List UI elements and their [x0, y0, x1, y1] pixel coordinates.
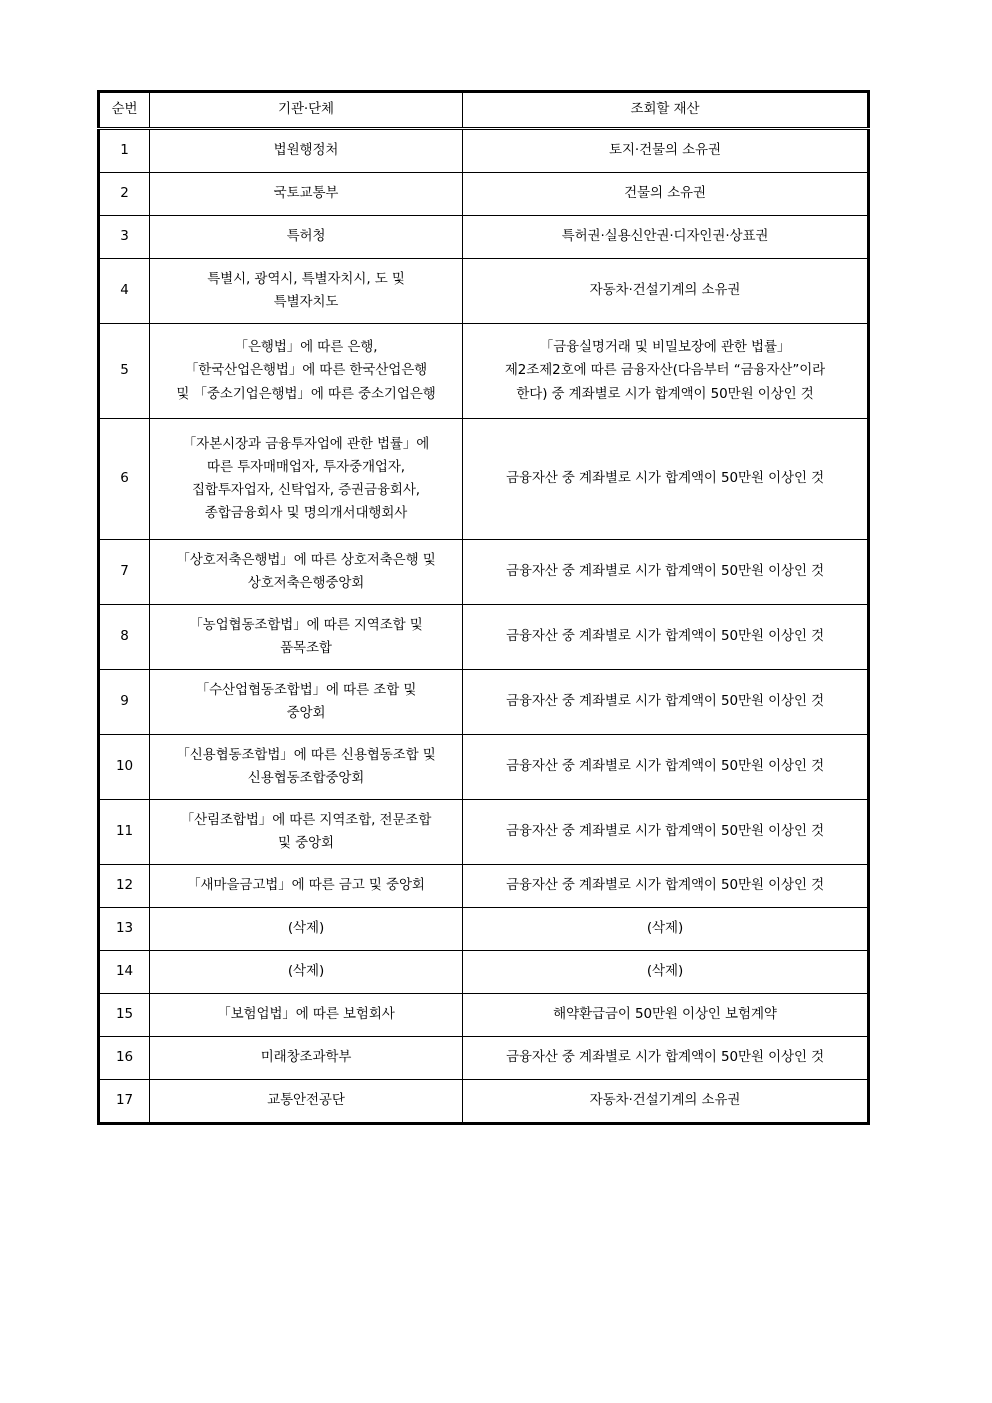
cell-asset: [463, 129, 869, 173]
cell-organization: [150, 1037, 463, 1080]
cell-row-number: 13: [99, 908, 150, 951]
cell-organization-line: 집합투자업자, 신탁업자, 증권금융회사,: [191, 482, 420, 498]
cell-asset: [463, 173, 869, 216]
table-body: [99, 129, 869, 1124]
table-row: [99, 324, 869, 419]
cell-asset-line: 토지·건물의 소유권: [609, 142, 721, 159]
cell-organization-line: 품목조합: [280, 640, 332, 656]
cell-asset: [463, 908, 869, 951]
cell-organization: [150, 540, 463, 605]
cell-organization: [150, 735, 463, 800]
cell-asset: [463, 419, 869, 540]
cell-asset-line: (삭제): [646, 963, 684, 980]
cell-organization-line: 및 중앙회: [278, 835, 334, 851]
cell-organization-line: 국토교통부: [273, 185, 339, 202]
cell-organization: [150, 419, 463, 540]
table-row: [99, 994, 869, 1037]
cell-organization: [150, 605, 463, 670]
cell-organization-line: 「새마을금고법」에 따른 금고 및 중앙회: [187, 877, 425, 894]
cell-organization-line: (삭제): [287, 963, 325, 980]
cell-asset-line: 「금융실명거래 및 비밀보장에 관한 법률」: [539, 339, 791, 356]
cell-asset-line: 자동차·건설기계의 소유권: [589, 282, 741, 299]
column-header-organization: 기관·단체: [150, 92, 463, 129]
cell-organization: [150, 173, 463, 216]
cell-organization-line: (삭제): [287, 920, 325, 937]
table-row: [99, 1037, 869, 1080]
cell-asset: [463, 1080, 869, 1124]
table-row: [99, 259, 869, 324]
cell-row-number: 14: [99, 951, 150, 994]
cell-asset-line: 건물의 소유권: [624, 185, 706, 202]
table-row: [99, 1080, 869, 1124]
cell-organization: [150, 1080, 463, 1124]
cell-organization-line: 특별시, 광역시, 특별자치시, 도 및: [207, 270, 405, 287]
cell-organization: [150, 216, 463, 259]
cell-organization-line: 상호저축은행중앙회: [247, 575, 365, 591]
column-header-no: 순번: [99, 92, 150, 129]
table-row: [99, 951, 869, 994]
cell-organization-line: 「농업협동조합법」에 따른 지역조합 및: [189, 616, 423, 633]
table-row: [99, 908, 869, 951]
cell-row-number: 7: [99, 540, 150, 605]
cell-organization-line: 「신용협동조합법」에 따른 신용협동조합 및: [176, 746, 436, 763]
cell-organization-line: 「보험업법」에 따른 보험회사: [217, 1006, 395, 1023]
cell-row-number: 6: [99, 419, 150, 540]
cell-row-number: 5: [99, 324, 150, 419]
cell-asset: [463, 865, 869, 908]
cell-asset-line: 제2조제2호에 따른 금융자산(다음부터 “금융자산”이라: [504, 362, 826, 379]
cell-asset: [463, 216, 869, 259]
cell-organization: [150, 951, 463, 994]
asset-inquiry-table: [97, 90, 870, 1125]
cell-organization-line: 중앙회: [286, 705, 326, 721]
cell-row-number: 3: [99, 216, 150, 259]
cell-organization-line: 「산림조합법」에 따른 지역조합, 전문조합: [180, 811, 432, 828]
cell-asset: [463, 1037, 869, 1080]
cell-asset: [463, 735, 869, 800]
cell-asset-line: 금융자산 중 계좌별로 시가 합계액이 50만원 이상인 것: [505, 693, 825, 710]
table-row: [99, 605, 869, 670]
cell-row-number: 12: [99, 865, 150, 908]
cell-organization-line: 법원행정처: [273, 142, 339, 159]
cell-organization: [150, 129, 463, 173]
cell-asset-line: 금융자산 중 계좌별로 시가 합계액이 50만원 이상인 것: [505, 470, 825, 487]
table-row: [99, 800, 869, 865]
cell-organization-line: 「자본시장과 금융투자업에 관한 법률」에: [182, 435, 430, 452]
table-row: [99, 865, 869, 908]
table-row: [99, 735, 869, 800]
cell-row-number: 9: [99, 670, 150, 735]
cell-asset-line: 금융자산 중 계좌별로 시가 합계액이 50만원 이상인 것: [505, 823, 825, 840]
table-row: [99, 670, 869, 735]
cell-row-number: 15: [99, 994, 150, 1037]
cell-asset: [463, 605, 869, 670]
cell-organization-line: 「수산업협동조합법」에 따른 조합 및: [195, 681, 417, 698]
cell-asset-line: 해약환급금이 50만원 이상인 보험계약: [553, 1006, 777, 1023]
cell-organization-line: 교통안전공단: [267, 1092, 345, 1109]
table-row: [99, 129, 869, 173]
cell-organization: [150, 324, 463, 419]
cell-organization-line: 신용협동조합중앙회: [247, 770, 365, 786]
table-row: [99, 216, 869, 259]
cell-asset-line: 한다) 중 계좌별로 시가 합계액이 50만원 이상인 것: [516, 385, 814, 402]
cell-asset: [463, 670, 869, 735]
cell-asset-line: (삭제): [646, 920, 684, 937]
cell-organization-line: 종합금융회사 및 명의개서대행회사: [204, 505, 408, 522]
cell-asset-line: 금융자산 중 계좌별로 시가 합계액이 50만원 이상인 것: [505, 758, 825, 775]
table-header-row: [99, 92, 869, 129]
table-header: [99, 92, 869, 129]
cell-row-number: 2: [99, 173, 150, 216]
cell-row-number: 4: [99, 259, 150, 324]
cell-asset: [463, 951, 869, 994]
cell-organization-line: 특별자치도: [273, 294, 339, 310]
table-row: [99, 419, 869, 540]
cell-asset-line: 자동차·건설기계의 소유권: [589, 1092, 741, 1109]
cell-asset-line: 금융자산 중 계좌별로 시가 합계액이 50만원 이상인 것: [505, 1049, 825, 1066]
cell-organization: [150, 994, 463, 1037]
cell-asset-line: 특허권·실용신안권·디자인권·상표권: [561, 228, 769, 245]
cell-organization-line: 「한국산업은행법」에 따른 한국산업은행: [184, 362, 428, 379]
cell-organization: [150, 908, 463, 951]
cell-organization: [150, 259, 463, 324]
cell-organization-line: 특허청: [286, 228, 326, 245]
cell-organization: [150, 865, 463, 908]
cell-asset: [463, 540, 869, 605]
cell-asset-line: 금융자산 중 계좌별로 시가 합계액이 50만원 이상인 것: [505, 877, 825, 894]
cell-asset: [463, 800, 869, 865]
cell-organization: [150, 800, 463, 865]
cell-row-number: 11: [99, 800, 150, 865]
cell-row-number: 17: [99, 1080, 150, 1124]
cell-asset-line: 금융자산 중 계좌별로 시가 합계액이 50만원 이상인 것: [505, 563, 825, 580]
cell-organization-line: 「은행법」에 따른 은행,: [234, 339, 378, 356]
cell-organization-line: 「상호저축은행법」에 따른 상호저축은행 및: [176, 551, 436, 568]
table-row: [99, 540, 869, 605]
cell-asset: [463, 324, 869, 419]
cell-asset-line: 금융자산 중 계좌별로 시가 합계액이 50만원 이상인 것: [505, 628, 825, 645]
table-row: [99, 173, 869, 216]
column-header-asset: 조회할 재산: [463, 92, 869, 129]
cell-asset: [463, 259, 869, 324]
cell-asset: [463, 994, 869, 1037]
cell-row-number: 10: [99, 735, 150, 800]
cell-row-number: 16: [99, 1037, 150, 1080]
cell-row-number: 8: [99, 605, 150, 670]
cell-organization: [150, 670, 463, 735]
cell-organization-line: 및 「중소기업은행법」에 따른 중소기업은행: [176, 385, 436, 402]
cell-organization-line: 미래창조과학부: [260, 1049, 352, 1066]
cell-row-number: 1: [99, 129, 150, 173]
cell-organization-line: 따른 투자매매업자, 투자중개업자,: [207, 458, 405, 475]
